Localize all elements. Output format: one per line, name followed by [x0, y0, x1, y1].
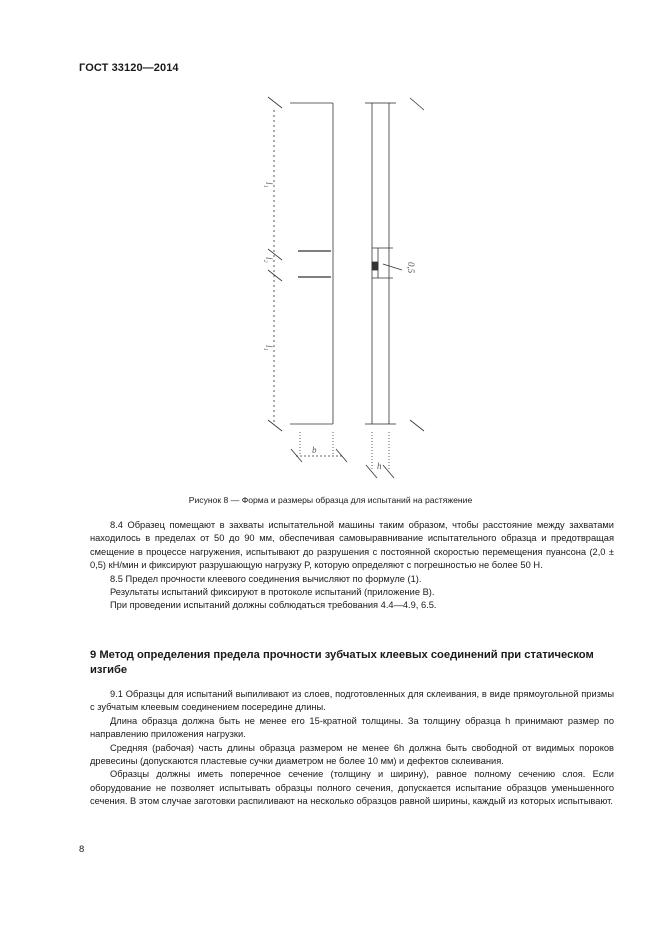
dim-tick [366, 465, 377, 478]
section-9-title: 9 Метод определения предела прочности зубчатых клеевых соединений при статическом изгибе [90, 649, 594, 676]
paragraph-length: Длина образца должна быть не менее его 15-кратной толщины. За толщину образца h принимают размер по направлению приложения нагрузки. [90, 715, 614, 740]
paragraph-results: Результаты испытаний фиксируют в протоколе испытаний (приложение В). [110, 587, 435, 598]
label-l-bottom: l₁ [264, 345, 274, 351]
dim-tick [268, 270, 282, 281]
label-cut-depth: 0,5 [406, 262, 416, 274]
standard-header: ГОСТ 33120—2014 [79, 62, 179, 74]
dim-tick [268, 97, 282, 108]
paragraph-middle: Средняя (рабочая) часть длины образца размером не менее 6h должна быть свободной от видимых пороков древесины (допускаются пластевые сучки диаметром не более 10 мм) и дефектов склеивания. [90, 742, 614, 767]
label-width-b: b [312, 445, 317, 455]
label-thickness-h: h [377, 461, 382, 471]
section-8-text [90, 519, 614, 613]
paragraph-section: Образцы должны иметь поперечное сечение (толщину и ширину), равное полному сечению слоя. Если оборудование не позволяет испытывать образцы полного сечения, допускается испытание образцов уменьшенного сечения. В этом случае заготовки распиливают на несколько образцов равной ширины, каждый из которых испытывают. [90, 769, 614, 807]
dim-tick [383, 465, 394, 478]
paragraph-8-4: 8.4 Образец помещают в захваты испытательной машины таким образом, чтобы расстояние между захватами находилось в пределах от 50 до 90 мм, обеспечивая самовыравнивание испытательного образца и предотвращая смещение в процессе нагружения, испытывают до разрушения с постоянной скоростью перемещения пуансона (2,0 ± 0,5) кН/мин и фиксируют разрушающую нагрузку P, которую определяют с погрешностью не более 50 Н. [90, 520, 614, 571]
paragraph-requirements: При проведении испытаний должны соблюдаться требования 4.4—4.9, 6.5. [110, 600, 437, 611]
dim-tick [410, 98, 424, 110]
page-number: 8 [79, 844, 85, 855]
section-9-text [90, 688, 614, 809]
paragraph-8-5: 8.5 Предел прочности клеевого соединения вычисляют по формуле (1). [110, 573, 422, 584]
label-l-top: l₁ [264, 182, 274, 188]
label-l-mid: l₂ [264, 257, 274, 263]
dim-tick [268, 420, 282, 431]
paragraph-9-1: 9.1 Образцы для испытаний выпиливают из слоев, подготовленных для склеивания, в виде прямоугольной призмы с зубчатым клеевым соединением посередине длины. [90, 689, 614, 713]
figure-caption: Рисунок 8 — Форма и размеры образца для испытаний на растяжение [188, 495, 473, 505]
dim-tick [336, 449, 347, 462]
dim-tick [410, 420, 424, 431]
